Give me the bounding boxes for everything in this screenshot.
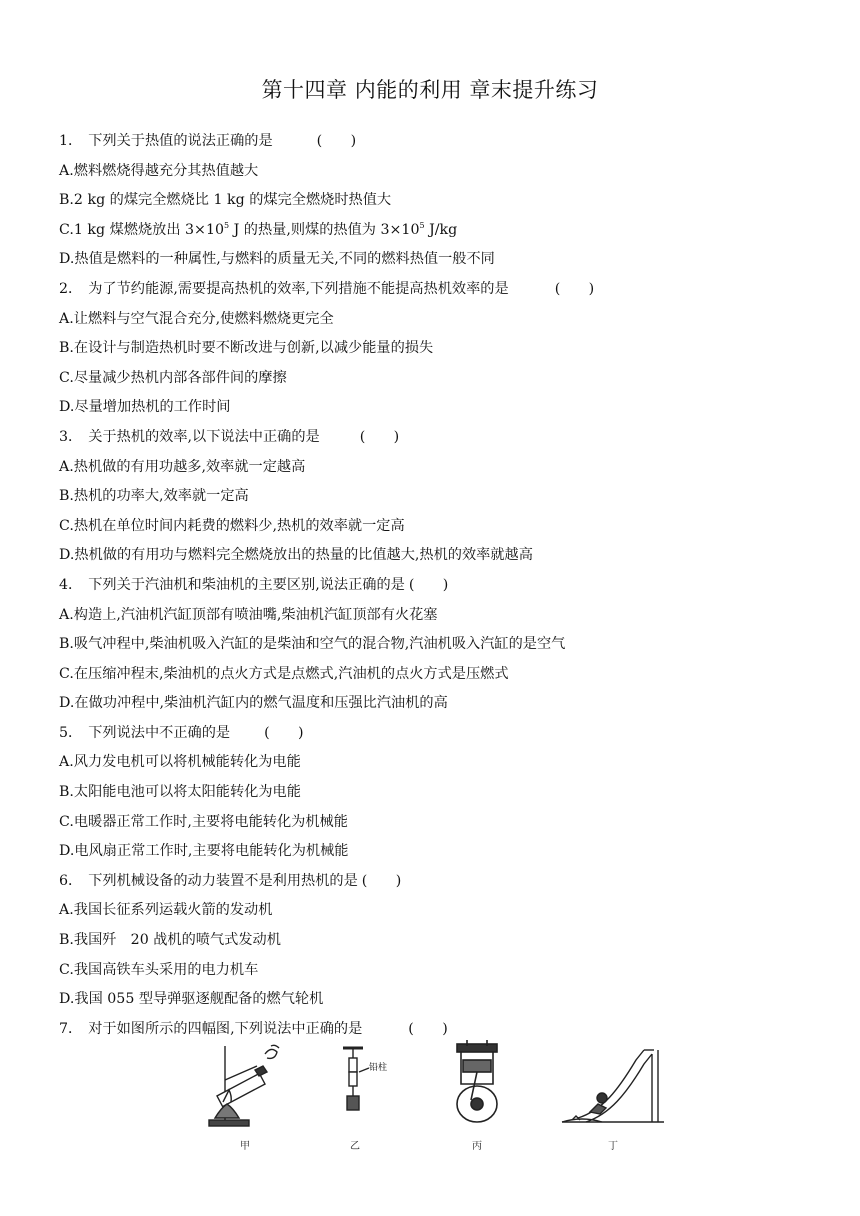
option-c: C.1 kg 煤燃烧放出 $3\times 10^5$ J 的热量,则煤的热值为 $3\times 10^5$ J/kg [59, 220, 458, 238]
option-a: A.燃料燃烧得越充分其热值越大 [59, 162, 259, 179]
answer-parentheses: ( ) [316, 133, 357, 149]
option-b: B.在设计与制造热机时要不断改进与创新,以减少能量的损失 [59, 340, 434, 357]
engine-cylinder-icon [427, 1040, 527, 1132]
figure-label: 甲 [240, 1141, 250, 1152]
question-stem [59, 571, 819, 601]
question-text: 下列机械设备的动力装置不是利用热机的是 [88, 872, 358, 889]
figure-label: 丁 [608, 1141, 618, 1152]
figure-yi [300, 1040, 410, 1152]
figure-bing [422, 1040, 532, 1152]
question-text: 下列关于热值的说法正确的是 [88, 133, 273, 149]
question-stem [59, 423, 819, 453]
question-number: 4． [59, 576, 83, 593]
question-text: 对于如图所示的四幅图,下列说法中正确的是 [88, 1020, 363, 1037]
question-number: 3． [59, 428, 83, 445]
option-c: C.我国高铁车头采用的电力机车 [59, 961, 259, 978]
question-number: 7． [59, 1020, 83, 1037]
question-stem [59, 719, 819, 749]
option-d: D.电风扇正常工作时,主要将电能转化为机械能 [59, 843, 349, 860]
option-d: D.热值是燃料的一种属性,与燃料的质量无关,不同的燃料热值一般不同 [59, 251, 495, 268]
option-a: A.让燃料与空气混合充分,使燃料燃烧更完全 [59, 310, 334, 327]
option-d: D.在做功冲程中,柴油机汽缸内的燃气温度和压强比汽油机的高 [59, 695, 448, 712]
figure-label: 丙 [472, 1141, 482, 1152]
option-c: C.在压缩冲程末,柴油机的点火方式是点燃式,汽油机的点火方式是压燃式 [59, 665, 509, 682]
answer-parentheses: ( ) [359, 428, 400, 445]
question-stem [59, 867, 819, 897]
lead-cylinders-icon [305, 1040, 405, 1132]
question-number: 2． [59, 280, 83, 297]
option-c: C.尽量减少热机内部各部件间的摩擦 [59, 369, 287, 386]
slide-icon [558, 1040, 668, 1132]
option-b: B.我国歼 20 战机的喷气式发动机 [59, 932, 281, 949]
option-b: B.吸气冲程中,柴油机吸入汽缸的是柴油和空气的混合物,汽油机吸入汽缸的是空气 [59, 636, 566, 653]
option-a: A.我国长征系列运载火箭的发动机 [59, 902, 273, 919]
option-b: B.2 kg 的煤完全燃烧比 1 kg 的煤完全燃烧时热值大 [59, 192, 392, 209]
option-a: A.风力发电机可以将机械能转化为电能 [59, 754, 301, 771]
figure-label: 乙 [350, 1141, 360, 1152]
answer-parentheses: ( ) [408, 1020, 448, 1037]
question-text: 下列说法中不正确的是 [88, 724, 231, 741]
option-a: A.构造上,汽油机汽缸顶部有喷油嘴,柴油机汽缸顶部有火花塞 [59, 606, 438, 623]
option-c: C.电暖器正常工作时,主要将电能转化为机械能 [59, 813, 348, 830]
option-d: D.尽量增加热机的工作时间 [59, 399, 231, 416]
test-tube-heating-icon [195, 1040, 295, 1132]
answer-parentheses: ( ) [408, 576, 449, 593]
question-text: 下列关于汽油机和柴油机的主要区别,说法正确的是 [88, 576, 405, 593]
question-stem [59, 275, 819, 305]
page-title: 第十四章 内能的利用 章末提升练习 [261, 78, 599, 102]
answer-parentheses: ( ) [361, 872, 402, 889]
option-b: B.热机的功率大,效率就一定高 [59, 488, 249, 505]
option-d: D.我国 055 型导弹驱逐舰配备的燃气轮机 [59, 991, 324, 1008]
figure-ding [558, 1040, 668, 1152]
question-number: 6． [59, 872, 83, 889]
question-stem [59, 127, 819, 157]
answer-parentheses: ( ) [554, 280, 595, 297]
answer-parentheses: ( ) [264, 724, 304, 741]
question-text: 为了节约能源,需要提高热机的效率,下列措施不能提高热机效率的是 [88, 280, 509, 297]
lead-cylinder-annotation: 铅柱 [369, 1063, 388, 1073]
option-b: B.太阳能电池可以将太阳能转化为电能 [59, 784, 301, 801]
option-a: A.热机做的有用功越多,效率就一定越高 [59, 458, 306, 475]
figure-row [190, 1040, 670, 1152]
question-number: 1． [59, 133, 83, 149]
question-list [59, 127, 819, 1044]
question-text: 关于热机的效率,以下说法中正确的是 [88, 428, 320, 445]
option-d: D.热机做的有用功与燃料完全燃烧放出的热量的比值越大,热机的效率就越高 [59, 547, 533, 564]
figure-jia [190, 1040, 300, 1152]
option-c: C.热机在单位时间内耗费的燃料少,热机的效率就一定高 [59, 517, 405, 534]
question-number: 5． [59, 724, 83, 741]
